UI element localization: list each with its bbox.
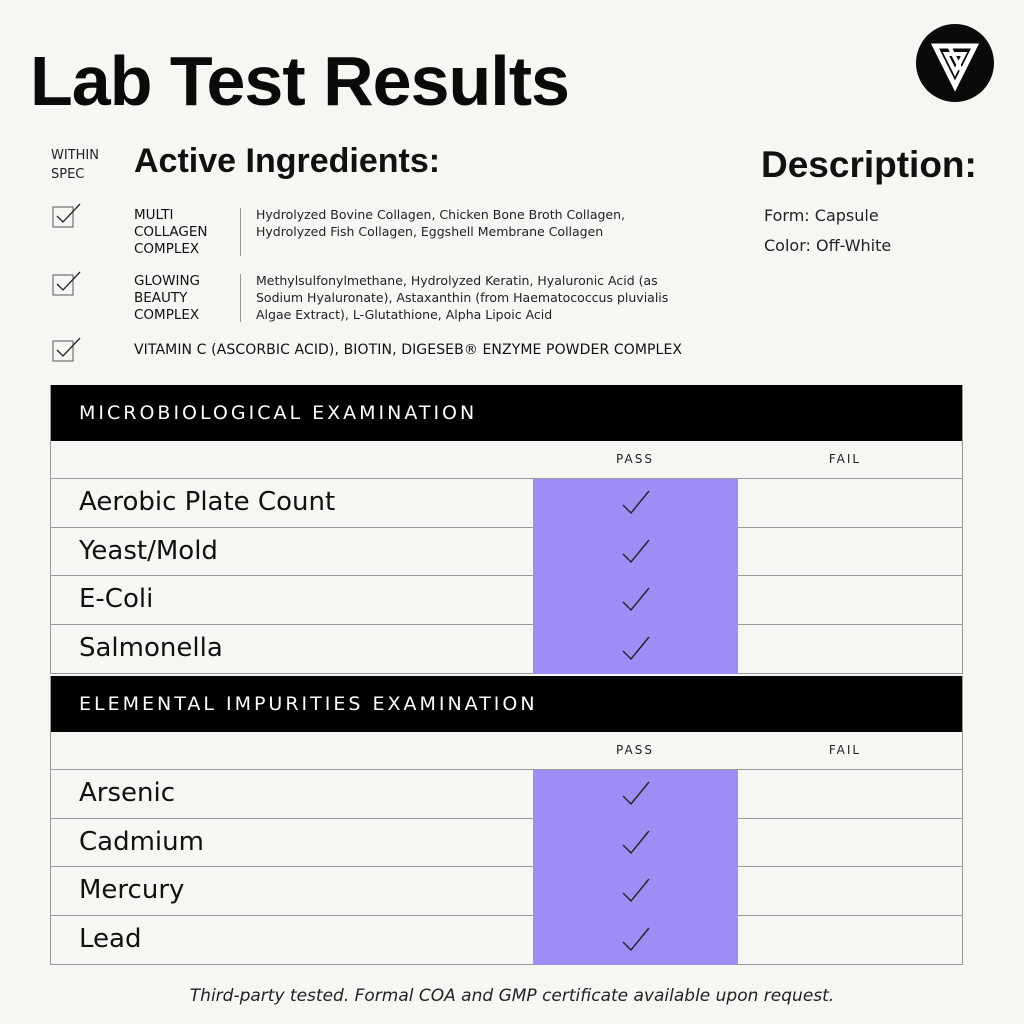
test-name: E-Coli: [79, 584, 154, 614]
active-ingredients-heading: Active Ingredients:: [134, 142, 441, 180]
table-row: [51, 770, 962, 819]
ingredient-detail-multi-collagen: Hydrolyzed Bovine Collagen, Chicken Bone Broth Collagen, Hydrolyzed Fish Collagen, Eggshell Membrane Collagen: [256, 207, 626, 239]
test-name: Arsenic: [79, 778, 176, 808]
checkmark-icon: [621, 877, 651, 905]
checkmark-icon: [621, 538, 651, 566]
description-color: Color: Off-White: [764, 236, 892, 255]
pass-cell: [533, 576, 738, 625]
ingredient-divider: [240, 274, 241, 322]
checkmark-icon: [621, 780, 651, 808]
fail-column-label: FAIL: [828, 452, 862, 466]
table-row: [51, 479, 962, 528]
test-name: Lead: [79, 923, 142, 954]
ingredient-name-multi-collagen: MULTI COLLAGEN COMPLEX: [134, 207, 208, 257]
footer-note: Third-party tested. Formal COA and GMP certificate available upon request.: [189, 986, 835, 1006]
microbiological-table: [50, 385, 963, 674]
ingredient-name-glowing-beauty: GLOWING BEAUTY COMPLEX: [134, 273, 201, 323]
column-header-row: [51, 441, 962, 479]
checkmark-icon: [621, 926, 651, 954]
test-name: Mercury: [79, 875, 185, 905]
v-logo-icon: [916, 24, 994, 102]
pass-cell: [533, 479, 738, 528]
table-row: [51, 625, 962, 674]
table-row: [51, 528, 962, 577]
test-name: Cadmium: [79, 826, 204, 857]
table-row: [51, 819, 962, 868]
pass-cell: [533, 819, 738, 868]
ingredient-divider: [240, 208, 241, 256]
test-name: Salmonella: [79, 632, 223, 663]
ingredient-name-vitamins: VITAMIN C (ASCORBIC ACID), BIOTIN, DIGESEB® ENZYME POWDER COMPLEX: [134, 342, 683, 358]
pass-cell: [533, 916, 738, 966]
test-name: Yeast/Mold: [79, 535, 218, 566]
description-form: Form: Capsule: [764, 206, 879, 225]
table-row: [51, 916, 962, 965]
test-name: Aerobic Plate Count: [79, 487, 336, 517]
table-row: [51, 867, 962, 916]
pass-cell: [533, 867, 738, 916]
pass-cell: [533, 770, 738, 819]
table-heading: MICROBIOLOGICAL EXAMINATION: [51, 385, 962, 441]
table-row: [51, 576, 962, 625]
within-spec-label: WITHIN SPEC: [51, 148, 99, 182]
checkbox-checked-icon: [52, 202, 82, 228]
elemental-impurities-table: [50, 676, 963, 965]
checkmark-icon: [621, 489, 651, 517]
fail-column-label: FAIL: [828, 743, 862, 757]
checkbox-checked-icon: [52, 270, 82, 296]
column-header-row: [51, 732, 962, 770]
page-title: Lab Test Results: [30, 42, 569, 120]
checkmark-icon: [621, 829, 651, 857]
checkmark-icon: [621, 586, 651, 614]
checkbox-checked-icon: [52, 336, 82, 362]
checkmark-icon: [621, 635, 651, 663]
description-heading: Description:: [761, 144, 977, 185]
pass-cell: [533, 625, 738, 675]
ingredient-detail-glowing-beauty: Methylsulfonylmethane, Hydrolyzed Keratin, Hyaluronic Acid (as Sodium Hyaluronate), Astaxanthin (from Haematococcus pluvialis Algae Extract), L-Glutathione, Alpha Lipoic Acid: [256, 273, 669, 322]
table-heading: ELEMENTAL IMPURITIES EXAMINATION: [51, 676, 962, 732]
pass-column-label: PASS: [616, 452, 654, 466]
pass-cell: [533, 528, 738, 577]
pass-column-label: PASS: [616, 743, 654, 757]
